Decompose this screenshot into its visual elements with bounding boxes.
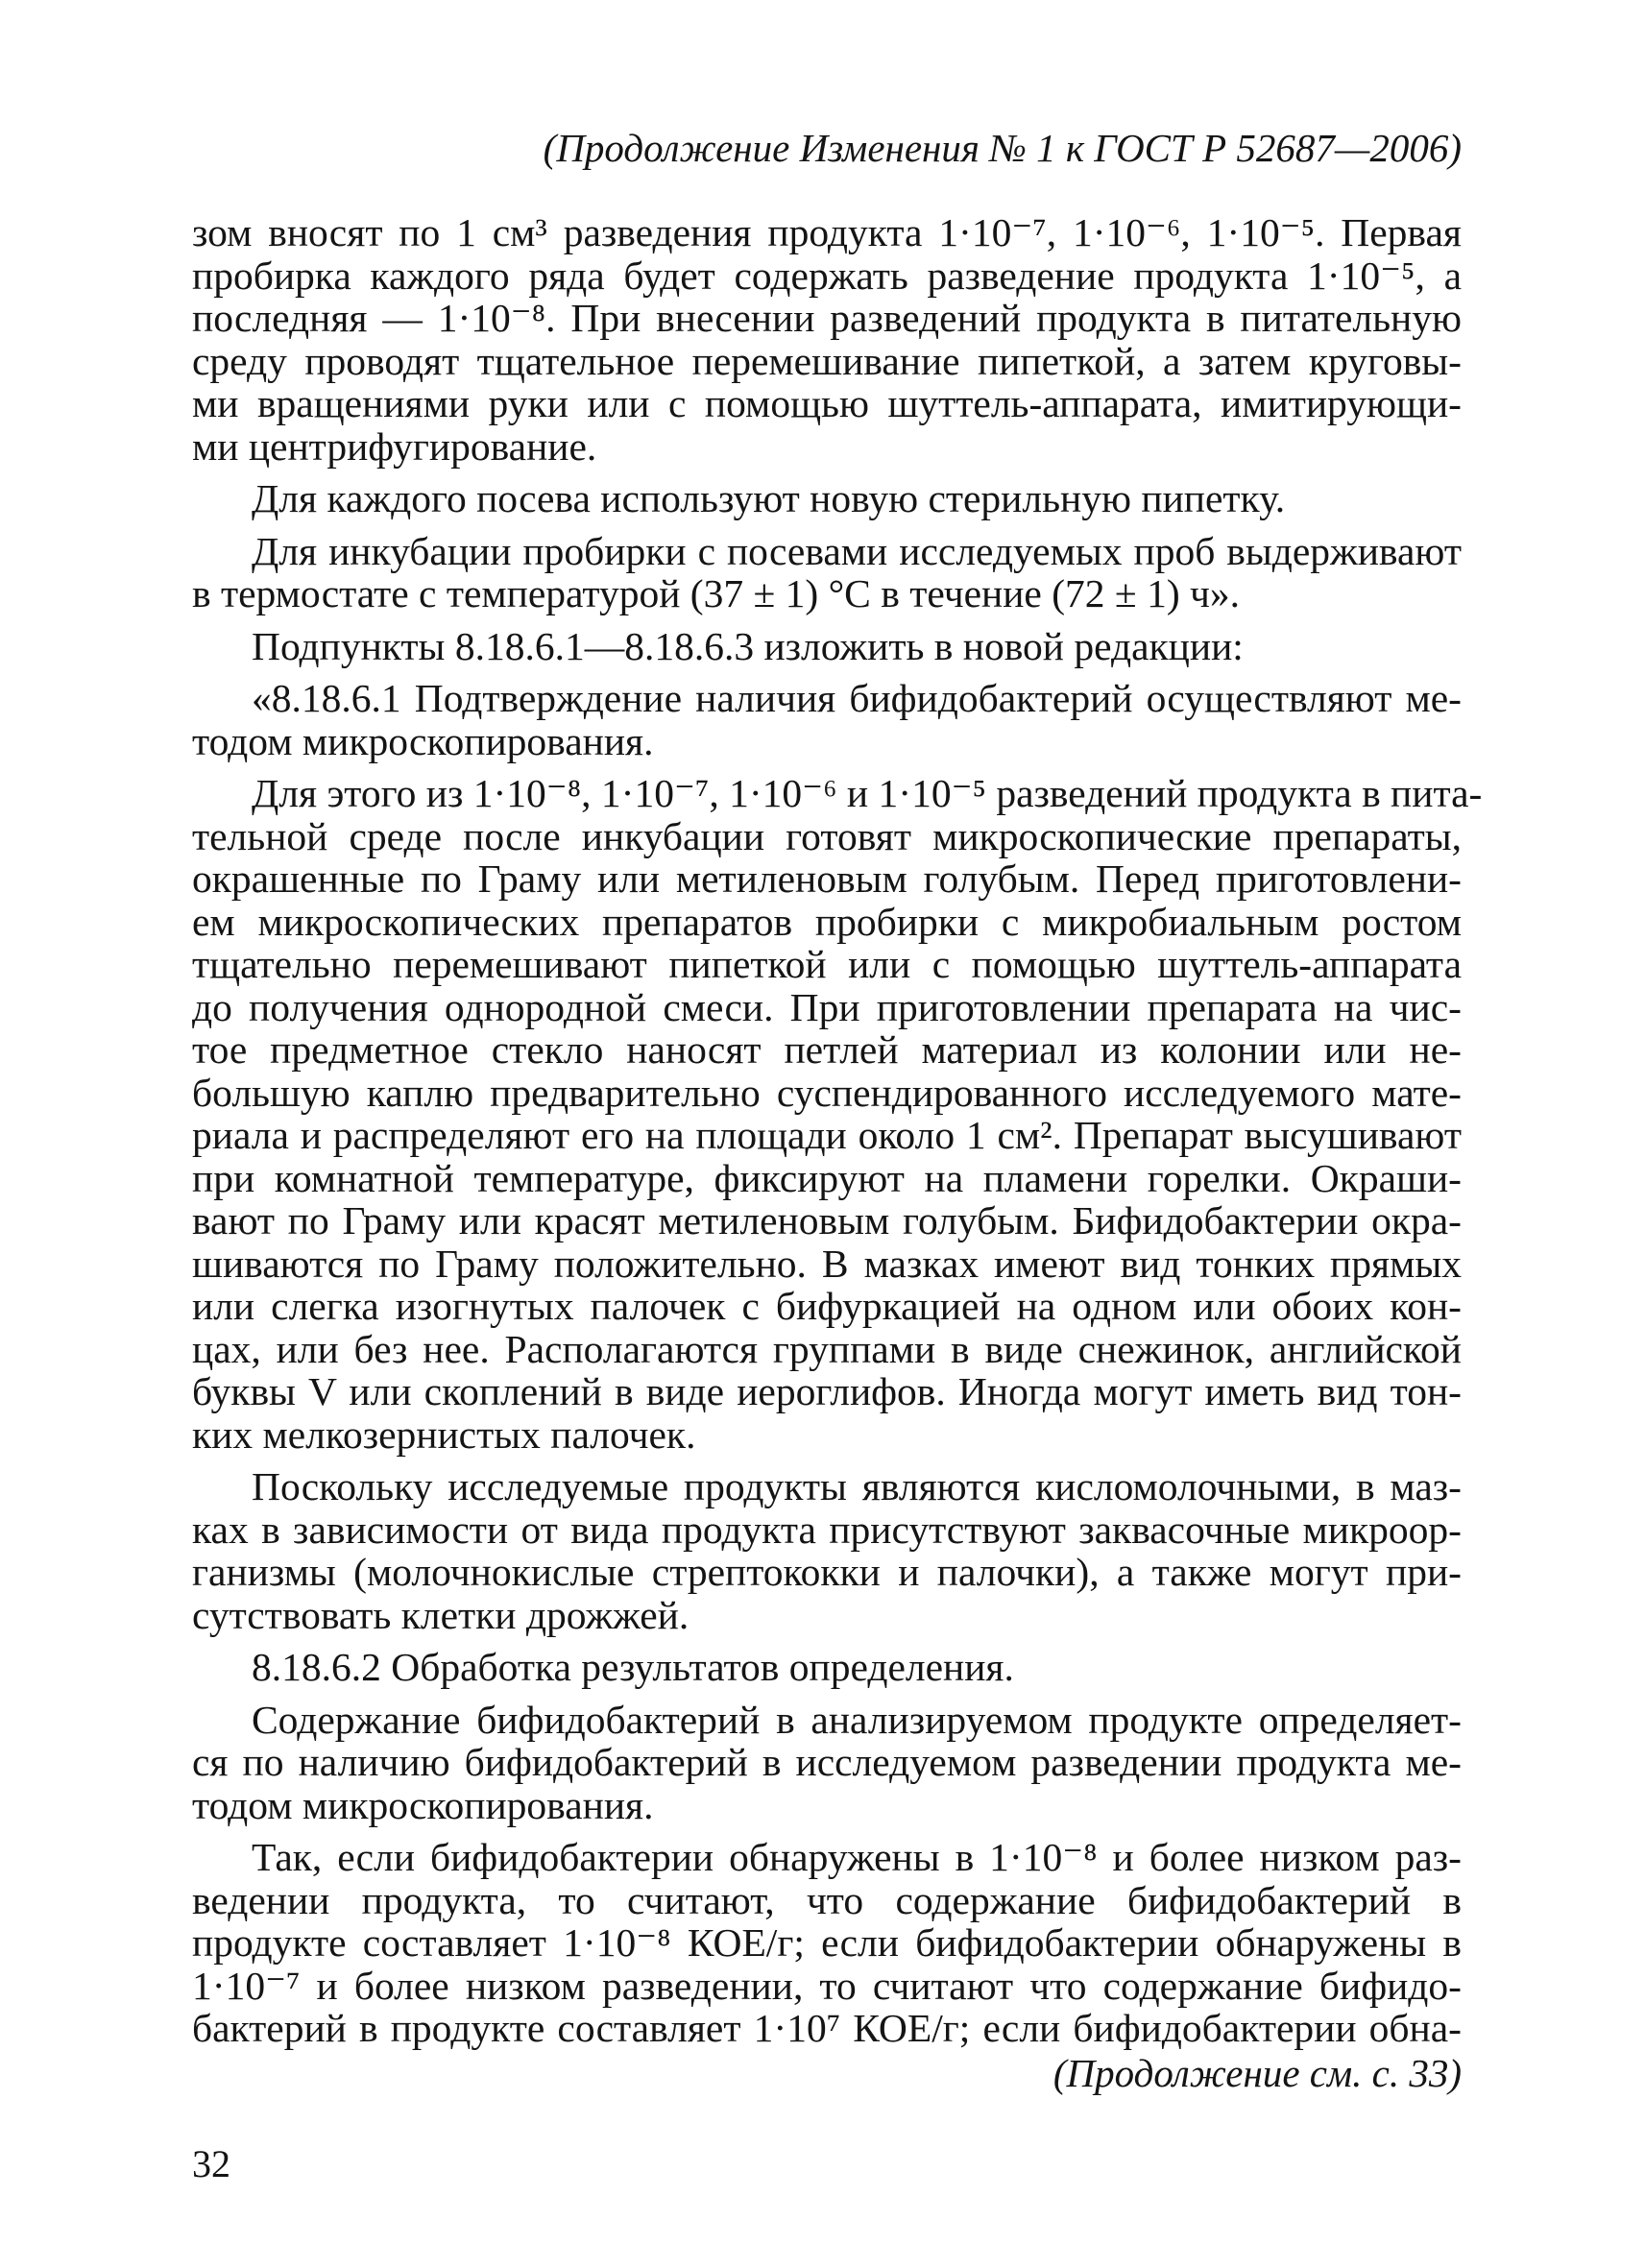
- text-line: ми центрифугирование.: [192, 423, 597, 469]
- text-line: ся по наличию бифидобактерий в исследуемом разведении продукта ме-: [192, 1740, 1462, 1784]
- text-line: до получения однородной смеси. При приготовлении препарата на чис-: [192, 984, 1462, 1029]
- paragraph: [192, 211, 1462, 468]
- text-line: вают по Граму или красят метиленовым голубым. Бифидобактерии окра-: [192, 1198, 1462, 1243]
- paragraph: [192, 1465, 1462, 1636]
- paragraph: [192, 530, 1462, 615]
- text-line: «8.18.6.1 Подтверждение наличия бифидобактерий осуществляют ме-: [252, 676, 1462, 720]
- text-line: продукте составляет 1·10⁻⁸ КОЕ/г; если бифидобактерии обнаружены в: [192, 1920, 1462, 1965]
- text-line: цах, или без нее. Располагаются группами в виде снежинок, английской: [192, 1326, 1462, 1371]
- text-line: пробирка каждого ряда будет содержать разведение продукта 1·10⁻⁵, а: [192, 253, 1462, 298]
- text-line: шиваются по Граму положительно. В мазках имеют вид тонких прямых: [192, 1241, 1462, 1286]
- text-line: тодом микроскопирования.: [192, 718, 654, 763]
- text-line: риала и распределяют его на площади около 1 см². Препарат высушивают: [192, 1113, 1462, 1157]
- continuation-note: (Продолжение см. с. 33): [1052, 2051, 1462, 2095]
- text-line: ем микроскопических препаратов пробирки с микробиальным ростом: [192, 899, 1462, 944]
- text-line: окрашенные по Граму или метиленовым голубым. Перед приготовлени-: [192, 857, 1462, 901]
- paragraph: [192, 1699, 1462, 1827]
- text-line: 1·10⁻⁷ и более низком разведении, то считают что содержание бифидо-: [192, 1963, 1462, 2008]
- text-line: ках в зависимости от вида продукта присутствуют заквасочные микроор-: [192, 1507, 1462, 1552]
- text-line: при комнатной температуре, фиксируют на пламени горелки. Окраши-: [192, 1155, 1462, 1200]
- paragraph: [192, 677, 1462, 762]
- text-line: Поскольку исследуемые продукты являются кисломолочными, в маз-: [252, 1464, 1462, 1508]
- running-header: (Продолжение Изменения № 1 к ГОСТ Р 52687—2006): [543, 126, 1462, 170]
- text-line: Для каждого посева используют новую стерильную пипетку.: [252, 476, 1286, 520]
- text-line: тодом микроскопирования.: [192, 1782, 654, 1827]
- text-line: ких мелкозернистых палочек.: [192, 1411, 696, 1457]
- paragraph: [192, 1646, 1462, 1689]
- text-line: Подпункты 8.18.6.1—8.18.6.3 изложить в новой редакции:: [252, 623, 1244, 668]
- paragraph: [192, 771, 1483, 1457]
- text-line: Так, если бифидобактерии обнаружены в 1·10⁻⁸ и более низком раз-: [252, 1835, 1462, 1879]
- text-line: тое предметное стекло наносят петлей материал из колонии или не-: [192, 1027, 1462, 1072]
- text-line: зом вносят по 1 см³ разведения продукта 1·10⁻⁷, 1·10⁻⁶, 1·10⁻⁵. Первая: [192, 210, 1462, 254]
- text-line: большую каплю предварительно суспендированного исследуемого мате-: [192, 1070, 1462, 1115]
- text-line: Содержание бифидобактерий в анализируемом продукте определяет-: [252, 1697, 1462, 1742]
- text-line: тельной среде после инкубации готовят микроскопические препараты,: [192, 813, 1462, 858]
- text-line: среду проводят тщательное перемешивание пипеткой, а затем круговы-: [192, 338, 1462, 383]
- text-line: ганизмы (молочнокислые стрептококки и палочки), а также могут при-: [192, 1550, 1462, 1594]
- text-line: ведении продукта, то считают, что содержание бифидобактерий в: [192, 1877, 1462, 1922]
- text-line: сутствовать клетки дрожжей.: [192, 1592, 689, 1637]
- text-line: тщательно перемешивают пипеткой или с помощью шуттель-аппарата: [192, 942, 1462, 986]
- paragraph: [192, 1836, 1462, 2050]
- text-line: последняя — 1·10⁻⁸. При внесении разведений продукта в питательную: [192, 296, 1462, 340]
- paragraph: [192, 477, 1462, 520]
- paragraph: [192, 625, 1462, 668]
- text-line: 8.18.6.2 Обработка результатов определения.: [252, 1645, 1014, 1689]
- text-line: ми вращениями руки или с помощью шуттель-аппарата, имитирующи-: [192, 381, 1462, 425]
- text-line: в термостате с температурой (37 ± 1) °С в течение (72 ± 1) ч».: [192, 571, 1241, 615]
- text-line: Для инкубации пробирки с посевами исследуемых проб выдерживают: [252, 528, 1462, 573]
- document-body: [192, 210, 1483, 2053]
- text-line: Для этого из 1·10⁻⁸, 1·10⁻⁷, 1·10⁻⁶ и 1·10⁻⁵ разведений продукта в пита-: [252, 771, 1483, 815]
- text-line: или слегка изогнутых палочек с бифуркацией на одном или обоих кон-: [192, 1284, 1462, 1328]
- text-line: бактерий в продукте составляет 1·10⁷ КОЕ/г; если бифидобактерии обна-: [192, 2006, 1462, 2050]
- text-line: буквы V или скоплений в виде иероглифов. Иногда могут иметь вид тон-: [192, 1369, 1462, 1413]
- page-number: 32: [192, 2142, 230, 2185]
